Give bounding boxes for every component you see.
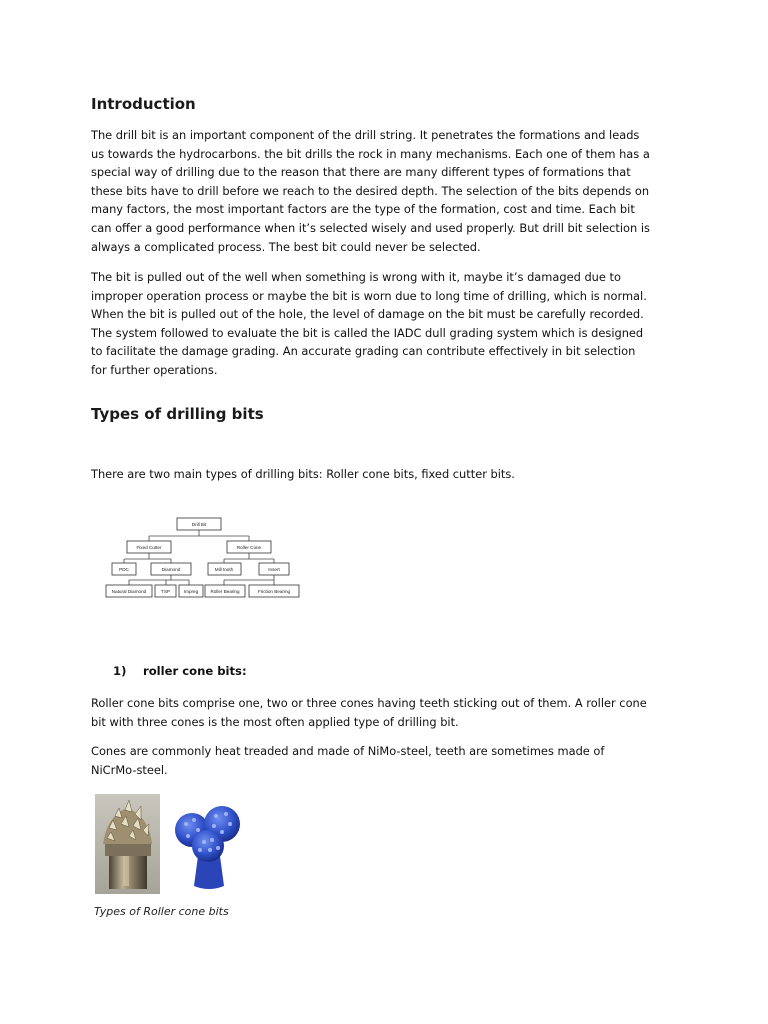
node-natural-diamond-label: Natural Diamond xyxy=(111,589,147,594)
types-intro: There are two main types of drilling bits: Roller cone bits, fixed cutter bits. xyxy=(91,467,515,481)
node-fixed-cutter-label: Fixed Cutter xyxy=(136,545,162,550)
node-roller-cone-label: Roller Cone xyxy=(236,545,262,550)
roller-cone-paragraph-1: Roller cone bits comprise one, two or three cones having teeth sticking out of them. A roller cone bit with three cones is the most often applied type of drilling bit. xyxy=(91,696,647,729)
node-impreg-label: Impreg xyxy=(183,589,199,594)
list-number: 1) xyxy=(113,664,127,678)
node-insert-label: Insert xyxy=(268,567,280,572)
node-diamond-label: Diamond xyxy=(161,567,181,572)
intro-paragraph-1: The drill bit is an important component of the drill string. It penetrates the formations and leads us towards the hydrocarbons. the bit drills the rock in many mechanisms. Each one of them has a special way of drilling due to the reason that there are many different types of formations that these bits have to drill before we reach to the desired depth. The selection of the bits depends on many factors, the most important factors are the type of the formation, cost and time. Each bit can offer a good performance when it’s selected wisely and used properly. But drill bit selection is always a complicated process. The best bit could never be selected. xyxy=(91,128,650,254)
node-root-label: Drill Bit xyxy=(191,522,207,527)
introduction-heading: Introduction xyxy=(91,95,196,113)
node-mill-tooth-label: Mill tooth xyxy=(214,567,234,572)
node-tsp-label: TSP xyxy=(161,589,170,594)
blue-insert-roller-cone-bit-image xyxy=(170,794,248,894)
node-roller-bearing-label: Roller Bearing xyxy=(210,589,240,594)
node-friction-bearing-label: Friction Bearing xyxy=(257,589,291,594)
steel-roller-cone-bit-image xyxy=(95,794,160,894)
image-caption: Types of Roller cone bits xyxy=(94,905,229,918)
drill-bit-hierarchy-diagram xyxy=(104,512,304,604)
roller-cone-heading-text: roller cone bits: xyxy=(143,664,247,678)
intro-paragraph-2: The bit is pulled out of the well when something is wrong with it, maybe it’s damaged due to improper operation process or maybe the bit is worn due to long time of drilling, which is normal. When the bit is pulled out of the hole, the level of damage on the bit must be carefully recorded. The system followed to evaluate the bit is called the IADC dull grading system which is designed to facilitate the damage grading. An accurate grading can contribute effectively in bit selection for further operations. xyxy=(91,270,647,377)
node-pdc-label: PDC xyxy=(119,567,129,572)
roller-cone-paragraph-2: Cones are commonly heat treaded and made of NiMo-steel, teeth are sometimes made of NiCrMo-steel. xyxy=(91,744,605,777)
roller-cone-heading xyxy=(113,664,247,678)
types-heading: Types of drilling bits xyxy=(91,405,264,423)
